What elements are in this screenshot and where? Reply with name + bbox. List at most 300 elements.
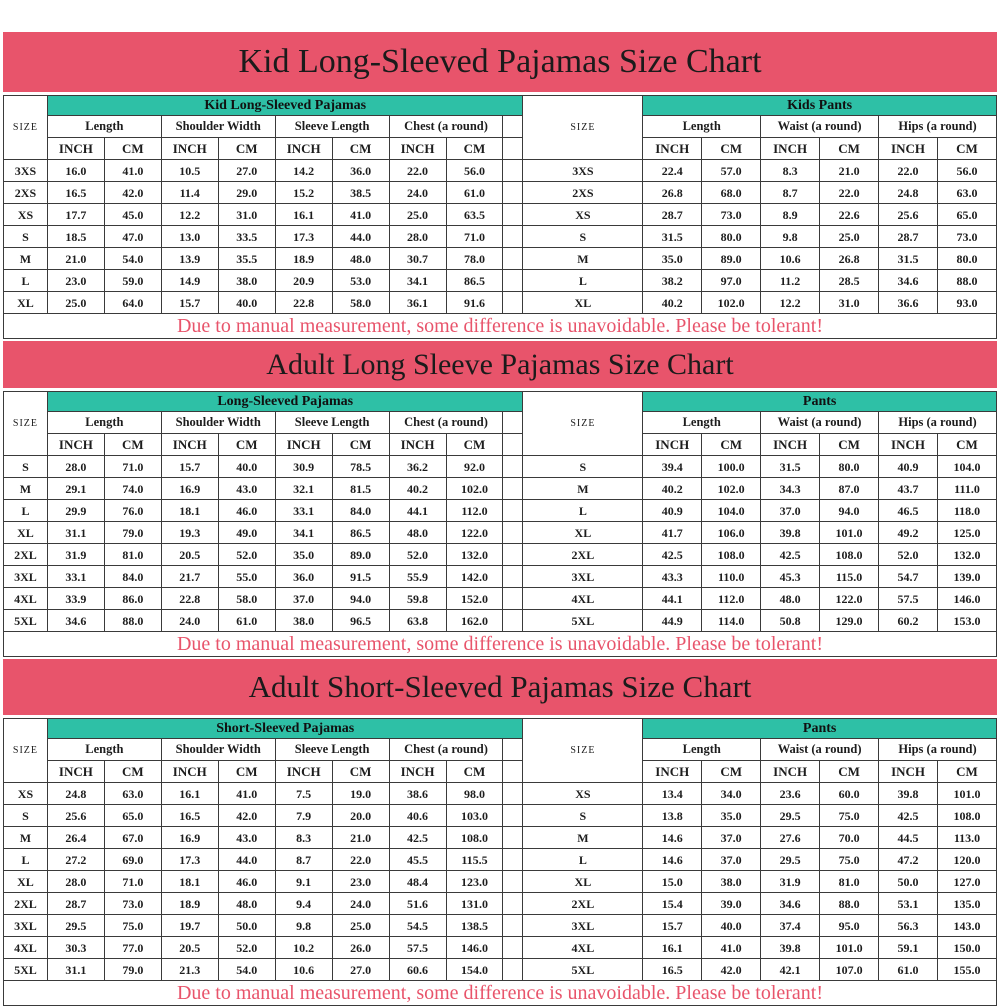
table-row xyxy=(4,544,523,566)
table-row xyxy=(523,937,997,959)
value-cell: 24.0 xyxy=(161,610,218,632)
value-cell: 21.0 xyxy=(332,827,389,849)
value-cell: 17.3 xyxy=(161,849,218,871)
value-cell: 56.0 xyxy=(938,160,997,182)
value-cell: 42.0 xyxy=(702,959,761,981)
value-cell: 28.0 xyxy=(47,456,104,478)
value-cell: 50.0 xyxy=(879,871,938,893)
table-row xyxy=(523,522,997,544)
value-cell: 93.0 xyxy=(938,292,997,314)
size-cell: 5XL xyxy=(523,610,643,632)
size-column-header: SIZE xyxy=(523,96,643,160)
unit-header-cm: CM xyxy=(938,138,997,160)
size-cell: 2XS xyxy=(4,182,48,204)
value-cell: 14.6 xyxy=(643,849,702,871)
value-cell: 94.0 xyxy=(332,588,389,610)
size-cell: 3XL xyxy=(523,566,643,588)
unit-header-inch: INCH xyxy=(275,761,332,783)
value-cell: 29.0 xyxy=(218,182,275,204)
table-row xyxy=(4,160,523,182)
measure-group-header: Length xyxy=(47,412,161,434)
value-cell: 22.0 xyxy=(879,160,938,182)
unit-header-inch: INCH xyxy=(761,434,820,456)
unit-header-cm: CM xyxy=(104,138,161,160)
filler-cell xyxy=(503,566,523,588)
value-cell: 113.0 xyxy=(938,827,997,849)
filler-cell xyxy=(503,805,523,827)
value-cell: 43.0 xyxy=(218,478,275,500)
filler-cell xyxy=(503,588,523,610)
disclaimer-text: Due to manual measurement, some difference is unavoidable. Please be tolerant! xyxy=(176,314,824,337)
value-cell: 31.0 xyxy=(820,292,879,314)
filler-cell xyxy=(503,915,523,937)
value-cell: 14.9 xyxy=(161,270,218,292)
table-row xyxy=(4,248,523,270)
value-cell: 19.3 xyxy=(161,522,218,544)
value-cell: 84.0 xyxy=(104,566,161,588)
unit-header-cm: CM xyxy=(218,138,275,160)
value-cell: 102.0 xyxy=(446,478,503,500)
value-cell: 31.9 xyxy=(47,544,104,566)
group-header-row xyxy=(4,116,523,138)
size-cell: 3XL xyxy=(4,915,48,937)
value-cell: 27.0 xyxy=(332,959,389,981)
size-cell: XL xyxy=(523,871,643,893)
value-cell: 57.5 xyxy=(879,588,938,610)
table-row xyxy=(523,544,997,566)
table-row xyxy=(523,827,997,849)
unit-header-inch: INCH xyxy=(389,434,446,456)
value-cell: 50.8 xyxy=(761,610,820,632)
table-row xyxy=(523,915,997,937)
value-cell: 12.2 xyxy=(161,204,218,226)
value-cell: 86.0 xyxy=(104,588,161,610)
unit-header-inch: INCH xyxy=(643,138,702,160)
value-cell: 44.1 xyxy=(643,588,702,610)
value-cell: 122.0 xyxy=(446,522,503,544)
value-cell: 31.5 xyxy=(761,456,820,478)
adult-long-disclaimer-box xyxy=(3,631,997,657)
measure-group-header: Length xyxy=(643,412,761,434)
value-cell: 52.0 xyxy=(879,544,938,566)
value-cell: 49.0 xyxy=(218,522,275,544)
group-header-row xyxy=(4,739,523,761)
value-cell: 69.0 xyxy=(104,849,161,871)
value-cell: 88.0 xyxy=(938,270,997,292)
table-row xyxy=(523,248,997,270)
value-cell: 37.0 xyxy=(761,500,820,522)
value-cell: 40.0 xyxy=(218,456,275,478)
value-cell: 150.0 xyxy=(938,937,997,959)
filler-cell xyxy=(503,871,523,893)
value-cell: 10.5 xyxy=(161,160,218,182)
size-cell: L xyxy=(4,500,48,522)
value-cell: 33.5 xyxy=(218,226,275,248)
unit-header-row xyxy=(4,761,523,783)
value-cell: 27.0 xyxy=(218,160,275,182)
value-cell: 15.7 xyxy=(161,456,218,478)
unit-header-cm: CM xyxy=(938,761,997,783)
value-cell: 67.0 xyxy=(104,827,161,849)
value-cell: 8.7 xyxy=(761,182,820,204)
measure-group-header: Sleeve Length xyxy=(275,116,389,138)
adult-long-section-title-banner xyxy=(3,341,997,388)
value-cell: 58.0 xyxy=(218,588,275,610)
value-cell: 129.0 xyxy=(820,610,879,632)
unit-header-cm: CM xyxy=(104,434,161,456)
value-cell: 28.7 xyxy=(879,226,938,248)
unit-header-inch: INCH xyxy=(879,138,938,160)
size-cell: 5XL xyxy=(523,959,643,981)
value-cell: 21.3 xyxy=(161,959,218,981)
value-cell: 43.3 xyxy=(643,566,702,588)
value-cell: 111.0 xyxy=(937,478,996,500)
value-cell: 10.6 xyxy=(275,959,332,981)
value-cell: 26.8 xyxy=(643,182,702,204)
unit-header-inch: INCH xyxy=(275,434,332,456)
value-cell: 56.3 xyxy=(879,915,938,937)
value-cell: 22.0 xyxy=(820,182,879,204)
size-column-header: SIZE xyxy=(523,719,643,783)
size-cell: M xyxy=(523,827,643,849)
value-cell: 135.0 xyxy=(938,893,997,915)
value-cell: 34.0 xyxy=(702,783,761,805)
measure-group-header: Shoulder Width xyxy=(161,739,275,761)
value-cell: 44.0 xyxy=(218,849,275,871)
value-cell: 79.0 xyxy=(104,522,161,544)
value-cell: 63.0 xyxy=(104,783,161,805)
value-cell: 18.5 xyxy=(47,226,104,248)
value-cell: 54.0 xyxy=(218,959,275,981)
value-cell: 35.0 xyxy=(643,248,702,270)
size-cell: S xyxy=(523,456,643,478)
unit-header-inch: INCH xyxy=(879,761,938,783)
value-cell: 34.6 xyxy=(879,270,938,292)
value-cell: 75.0 xyxy=(820,849,879,871)
value-cell: 22.0 xyxy=(389,160,446,182)
value-cell: 61.0 xyxy=(446,182,503,204)
value-cell: 42.5 xyxy=(643,544,702,566)
measure-group-header: Waist (a round) xyxy=(761,412,879,434)
value-cell: 7.5 xyxy=(275,783,332,805)
value-cell: 33.1 xyxy=(47,566,104,588)
table-band-header: Kid Long-Sleeved Pajamas xyxy=(47,96,523,116)
table-header-row xyxy=(4,719,523,739)
size-cell: 2XL xyxy=(4,893,48,915)
value-cell: 29.5 xyxy=(47,915,104,937)
value-cell: 70.0 xyxy=(820,827,879,849)
value-cell: 73.0 xyxy=(702,204,761,226)
value-cell: 16.1 xyxy=(161,783,218,805)
value-cell: 34.1 xyxy=(389,270,446,292)
value-cell: 80.0 xyxy=(702,226,761,248)
table-row xyxy=(523,160,997,182)
value-cell: 39.4 xyxy=(643,456,702,478)
value-cell: 91.6 xyxy=(446,292,503,314)
unit-header-cm: CM xyxy=(702,761,761,783)
value-cell: 18.9 xyxy=(275,248,332,270)
value-cell: 40.2 xyxy=(643,478,702,500)
value-cell: 15.0 xyxy=(643,871,702,893)
table-row xyxy=(4,456,523,478)
unit-header-cm: CM xyxy=(702,138,761,160)
table-band-header: Pants xyxy=(643,392,997,412)
table-band-header: Pants xyxy=(643,719,997,739)
value-cell: 42.0 xyxy=(104,182,161,204)
value-cell: 16.5 xyxy=(643,959,702,981)
value-cell: 30.7 xyxy=(389,248,446,270)
value-cell: 39.0 xyxy=(702,893,761,915)
value-cell: 40.0 xyxy=(702,915,761,937)
table-header-row xyxy=(4,96,523,116)
value-cell: 16.5 xyxy=(47,182,104,204)
value-cell: 63.8 xyxy=(389,610,446,632)
value-cell: 60.2 xyxy=(879,610,938,632)
value-cell: 107.0 xyxy=(820,959,879,981)
size-column-header: SIZE xyxy=(4,719,48,783)
table-row xyxy=(4,588,523,610)
table-row xyxy=(523,588,997,610)
value-cell: 40.0 xyxy=(218,292,275,314)
unit-header-inch: INCH xyxy=(643,761,702,783)
value-cell: 15.4 xyxy=(643,893,702,915)
value-cell: 53.1 xyxy=(879,893,938,915)
unit-header-cm: CM xyxy=(104,761,161,783)
value-cell: 15.7 xyxy=(161,292,218,314)
table-row xyxy=(523,783,997,805)
value-cell: 89.0 xyxy=(702,248,761,270)
value-cell: 155.0 xyxy=(938,959,997,981)
value-cell: 19.0 xyxy=(332,783,389,805)
value-cell: 63.0 xyxy=(938,182,997,204)
value-cell: 106.0 xyxy=(702,522,761,544)
value-cell: 8.3 xyxy=(275,827,332,849)
value-cell: 27.2 xyxy=(47,849,104,871)
value-cell: 42.5 xyxy=(389,827,446,849)
value-cell: 80.0 xyxy=(938,248,997,270)
value-cell: 15.2 xyxy=(275,182,332,204)
value-cell: 13.8 xyxy=(643,805,702,827)
size-column-header: SIZE xyxy=(523,392,643,456)
value-cell: 71.0 xyxy=(104,456,161,478)
unit-header-inch: INCH xyxy=(761,761,820,783)
table-row xyxy=(4,610,523,632)
unit-header-inch: INCH xyxy=(275,138,332,160)
value-cell: 34.1 xyxy=(275,522,332,544)
size-cell: 3XL xyxy=(4,566,48,588)
table-row xyxy=(4,805,523,827)
value-cell: 101.0 xyxy=(938,783,997,805)
value-cell: 108.0 xyxy=(820,544,879,566)
table-row xyxy=(4,937,523,959)
value-cell: 78.0 xyxy=(446,248,503,270)
value-cell: 41.0 xyxy=(702,937,761,959)
measure-group-header: Hips (a round) xyxy=(879,739,997,761)
table-row xyxy=(4,783,523,805)
value-cell: 40.2 xyxy=(389,478,446,500)
filler-cell xyxy=(503,292,523,314)
value-cell: 36.0 xyxy=(332,160,389,182)
filler-cell xyxy=(503,456,523,478)
value-cell: 12.2 xyxy=(761,292,820,314)
value-cell: 45.0 xyxy=(104,204,161,226)
unit-header-inch: INCH xyxy=(879,434,938,456)
measure-group-header: Hips (a round) xyxy=(879,412,997,434)
value-cell: 65.0 xyxy=(104,805,161,827)
table-row xyxy=(4,478,523,500)
unit-header-inch: INCH xyxy=(161,434,218,456)
value-cell: 123.0 xyxy=(446,871,503,893)
value-cell: 51.6 xyxy=(389,893,446,915)
size-cell: M xyxy=(4,478,48,500)
value-cell: 88.0 xyxy=(820,893,879,915)
unit-header-inch: INCH xyxy=(643,434,702,456)
filler-cell xyxy=(503,270,523,292)
value-cell: 25.0 xyxy=(332,915,389,937)
value-cell: 75.0 xyxy=(104,915,161,937)
filler-cell xyxy=(503,116,523,138)
value-cell: 58.0 xyxy=(332,292,389,314)
value-cell: 61.0 xyxy=(218,610,275,632)
value-cell: 35.0 xyxy=(275,544,332,566)
table-row xyxy=(523,893,997,915)
value-cell: 59.0 xyxy=(104,270,161,292)
adult-long-tables-row xyxy=(3,391,997,632)
value-cell: 104.0 xyxy=(937,456,996,478)
value-cell: 76.0 xyxy=(104,500,161,522)
value-cell: 29.1 xyxy=(47,478,104,500)
value-cell: 115.5 xyxy=(446,849,503,871)
filler-cell xyxy=(503,937,523,959)
value-cell: 21.0 xyxy=(820,160,879,182)
measure-group-header: Shoulder Width xyxy=(161,412,275,434)
value-cell: 132.0 xyxy=(446,544,503,566)
value-cell: 14.2 xyxy=(275,160,332,182)
filler-cell xyxy=(503,248,523,270)
size-cell: 2XL xyxy=(523,893,643,915)
size-cell: S xyxy=(4,226,48,248)
value-cell: 9.8 xyxy=(761,226,820,248)
value-cell: 13.9 xyxy=(161,248,218,270)
value-cell: 81.0 xyxy=(104,544,161,566)
value-cell: 25.6 xyxy=(879,204,938,226)
value-cell: 97.0 xyxy=(702,270,761,292)
value-cell: 38.0 xyxy=(218,270,275,292)
value-cell: 132.0 xyxy=(937,544,996,566)
value-cell: 118.0 xyxy=(937,500,996,522)
value-cell: 71.0 xyxy=(446,226,503,248)
value-cell: 28.0 xyxy=(47,871,104,893)
value-cell: 39.8 xyxy=(761,937,820,959)
size-cell: 3XS xyxy=(4,160,48,182)
value-cell: 115.0 xyxy=(820,566,879,588)
value-cell: 9.8 xyxy=(275,915,332,937)
value-cell: 16.9 xyxy=(161,478,218,500)
value-cell: 15.7 xyxy=(643,915,702,937)
disclaimer-text: Due to manual measurement, some difference is unavoidable. Please be tolerant! xyxy=(176,981,824,1004)
value-cell: 31.5 xyxy=(643,226,702,248)
size-cell: 3XS xyxy=(523,160,643,182)
value-cell: 42.0 xyxy=(218,805,275,827)
table-row xyxy=(4,871,523,893)
unit-header-row xyxy=(4,434,523,456)
value-cell: 61.0 xyxy=(879,959,938,981)
value-cell: 8.3 xyxy=(761,160,820,182)
value-cell: 84.0 xyxy=(332,500,389,522)
filler-cell xyxy=(503,849,523,871)
measure-group-header: Length xyxy=(47,116,161,138)
value-cell: 139.0 xyxy=(937,566,996,588)
value-cell: 16.1 xyxy=(275,204,332,226)
table-row xyxy=(4,182,523,204)
value-cell: 36.2 xyxy=(389,456,446,478)
value-cell: 38.0 xyxy=(702,871,761,893)
filler-cell xyxy=(503,500,523,522)
unit-header-inch: INCH xyxy=(47,434,104,456)
value-cell: 138.5 xyxy=(446,915,503,937)
measure-group-header: Chest (a round) xyxy=(389,116,503,138)
value-cell: 34.3 xyxy=(761,478,820,500)
value-cell: 45.5 xyxy=(389,849,446,871)
filler-cell xyxy=(503,783,523,805)
size-cell: 5XL xyxy=(4,959,48,981)
value-cell: 29.5 xyxy=(761,849,820,871)
value-cell: 40.9 xyxy=(643,500,702,522)
value-cell: 8.9 xyxy=(761,204,820,226)
filler-cell xyxy=(503,959,523,981)
value-cell: 25.0 xyxy=(389,204,446,226)
table-row xyxy=(523,566,997,588)
value-cell: 60.6 xyxy=(389,959,446,981)
value-cell: 56.0 xyxy=(446,160,503,182)
size-cell: S xyxy=(523,226,643,248)
value-cell: 38.6 xyxy=(389,783,446,805)
value-cell: 33.1 xyxy=(275,500,332,522)
unit-header-inch: INCH xyxy=(47,761,104,783)
value-cell: 78.5 xyxy=(332,456,389,478)
adult-short-tables-row xyxy=(3,718,997,981)
table-row xyxy=(4,500,523,522)
value-cell: 96.5 xyxy=(332,610,389,632)
filler-cell xyxy=(503,138,523,160)
value-cell: 154.0 xyxy=(446,959,503,981)
table-row xyxy=(4,292,523,314)
measure-group-header: Length xyxy=(643,116,761,138)
table-row xyxy=(523,226,997,248)
value-cell: 108.0 xyxy=(446,827,503,849)
value-cell: 65.0 xyxy=(938,204,997,226)
value-cell: 24.0 xyxy=(389,182,446,204)
value-cell: 87.0 xyxy=(820,478,879,500)
value-cell: 54.7 xyxy=(879,566,938,588)
kid-tables-row xyxy=(3,95,997,314)
value-cell: 59.1 xyxy=(879,937,938,959)
value-cell: 86.5 xyxy=(332,522,389,544)
table-row xyxy=(4,566,523,588)
size-cell: XS xyxy=(4,783,48,805)
unit-header-cm: CM xyxy=(820,434,879,456)
value-cell: 22.6 xyxy=(820,204,879,226)
filler-cell xyxy=(503,182,523,204)
value-cell: 81.5 xyxy=(332,478,389,500)
value-cell: 43.0 xyxy=(218,827,275,849)
value-cell: 142.0 xyxy=(446,566,503,588)
size-cell: XS xyxy=(523,204,643,226)
value-cell: 42.1 xyxy=(761,959,820,981)
unit-header-cm: CM xyxy=(446,761,503,783)
adult-long-pants-table xyxy=(522,391,997,632)
value-cell: 24.8 xyxy=(879,182,938,204)
